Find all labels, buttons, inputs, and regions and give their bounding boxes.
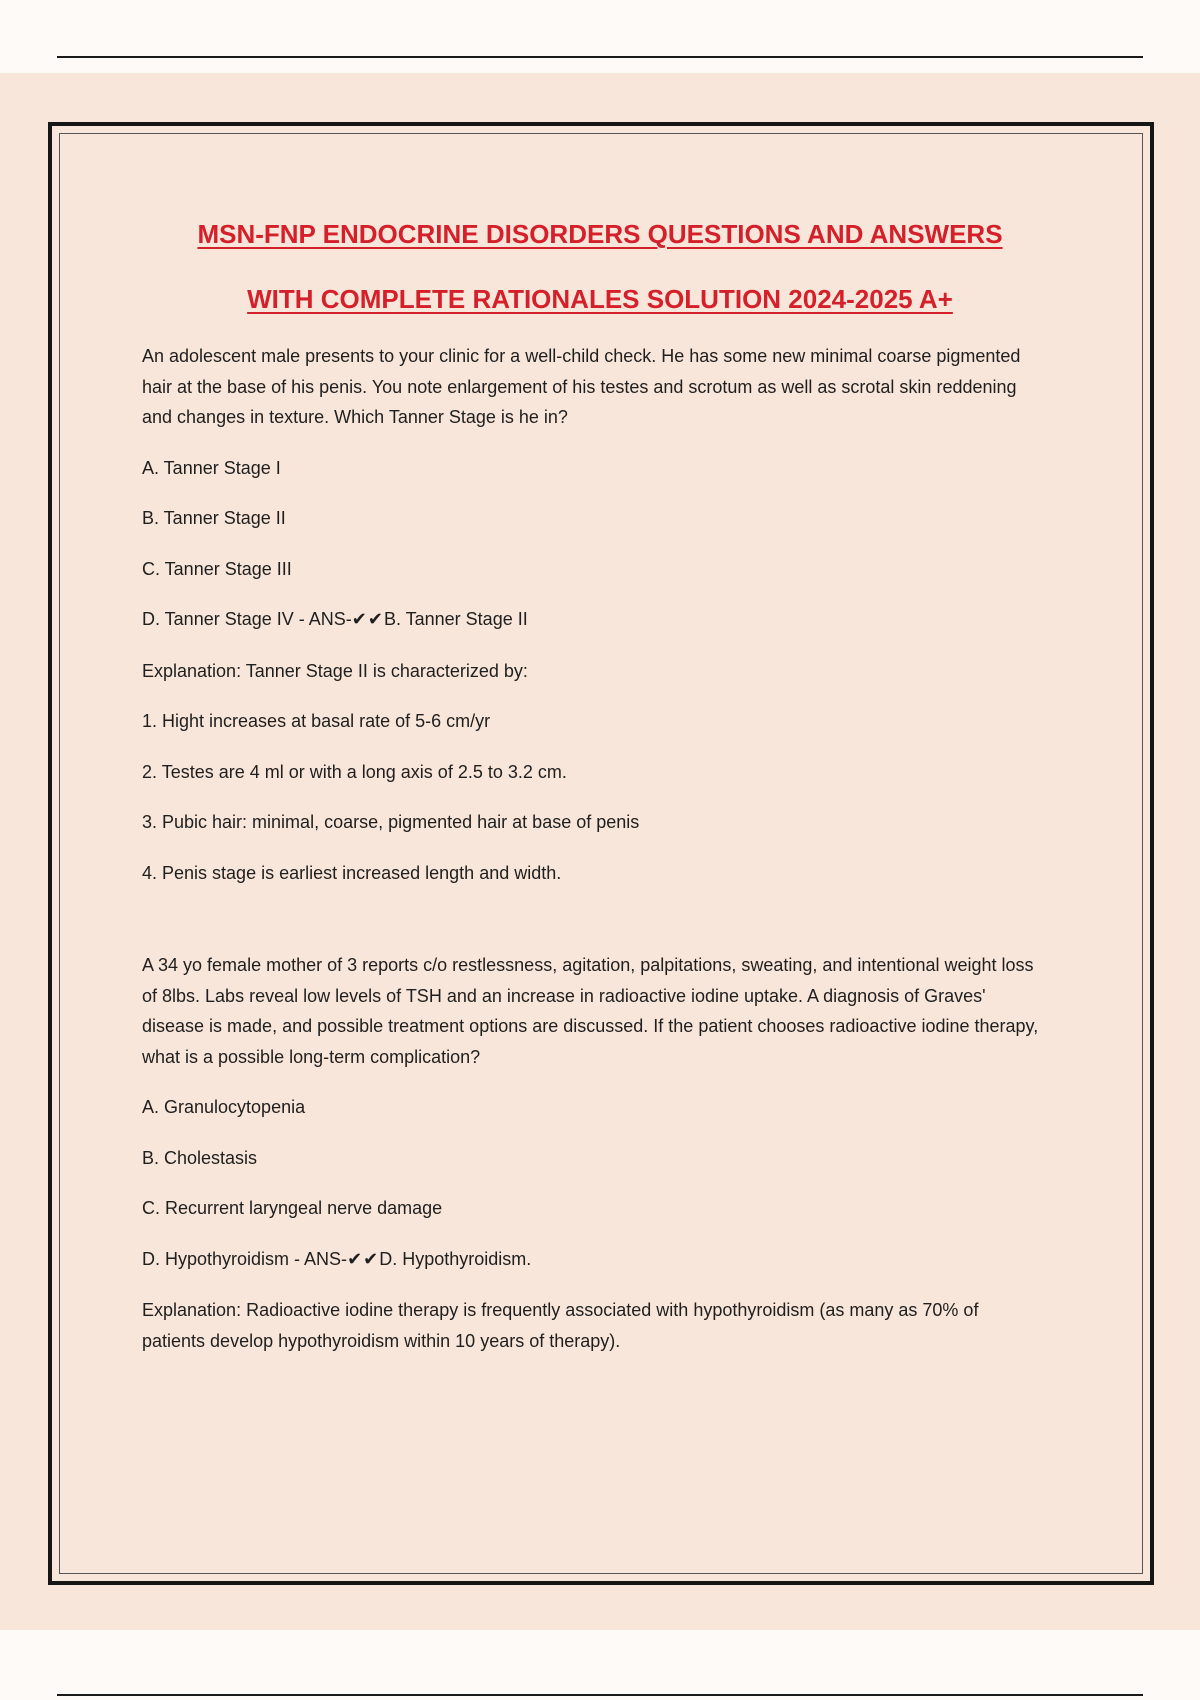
- question-1-answer: B. Tanner Stage II: [383, 609, 528, 629]
- section-spacer: [142, 908, 1042, 950]
- question-1-option-d-with-answer: [142, 604, 1042, 636]
- question-2-answer: D. Hypothyroidism.: [379, 1248, 532, 1269]
- question-1-option-a: A. Tanner Stage I: [142, 457, 281, 478]
- question-1-option-b: B. Tanner Stage II: [142, 508, 286, 528]
- question-1-point-3: 3. Pubic hair: minimal, coarse, pigmented hair at base of penis: [142, 812, 640, 832]
- check-mark-icon: ✔✔: [347, 1248, 380, 1270]
- question-2-option-d-with-answer: [142, 1244, 1042, 1276]
- question-2-stem: A 34 yo female mother of 3 reports c/o restlessness, agitation, palpitations, sweating, and intentional weight loss of 8lbs. Labs reveal low levels of TSH and an increase in radioactive iodine uptake. A diagnosis of Graves' disease is made, and possible treatment options are discussed. If the patient chooses radioactive iodine therapy, what is a possible long-term complication?: [142, 955, 1039, 1067]
- question-2-option-d: D. Hypothyroidism - ANS-: [142, 1248, 348, 1269]
- question-2-option-b: B. Cholestasis: [142, 1147, 258, 1168]
- question-1-stem: An adolescent male presents to your clinic for a well-child check. He has some new minimal coarse pigmented hair at the base of his penis. You note enlargement of his testes and scrotum as well as scrotal skin reddening and changes in texture. Which Tanner Stage is he in?: [142, 346, 1021, 427]
- question-1-point-2: 2. Testes are 4 ml or with a long axis of 2.5 to 3.2 cm.: [142, 761, 567, 782]
- question-2-explanation: Explanation: Radioactive iodine therapy is frequently associated with hypothyroidism (as many as 70% of patients develop hypothyroidism within 10 years of therapy).: [142, 1300, 979, 1351]
- question-1-option-d: D. Tanner Stage IV - ANS-: [142, 609, 352, 629]
- document-body: [142, 341, 1042, 1376]
- question-1-point-4: 4. Penis stage is earliest increased length and width.: [142, 862, 562, 883]
- question-2-option-c: C. Recurrent laryngeal nerve damage: [142, 1198, 443, 1218]
- header-rule: [57, 56, 1143, 58]
- document-title-line-2: WITH COMPLETE RATIONALES SOLUTION 2024-2025 A+: [247, 284, 953, 314]
- question-1-explanation: Explanation: Tanner Stage II is characterized by:: [142, 660, 528, 681]
- footer-rule: [57, 1694, 1143, 1696]
- question-1-point-1: 1. Hight increases at basal rate of 5-6 cm/yr: [142, 711, 491, 731]
- check-mark-icon: ✔✔: [351, 609, 384, 630]
- question-1-option-c: C. Tanner Stage III: [142, 558, 292, 579]
- document-title-line-1: MSN-FNP ENDOCRINE DISORDERS QUESTIONS AND ANSWERS: [197, 219, 1003, 249]
- question-2-option-a: A. Granulocytopenia: [142, 1097, 306, 1117]
